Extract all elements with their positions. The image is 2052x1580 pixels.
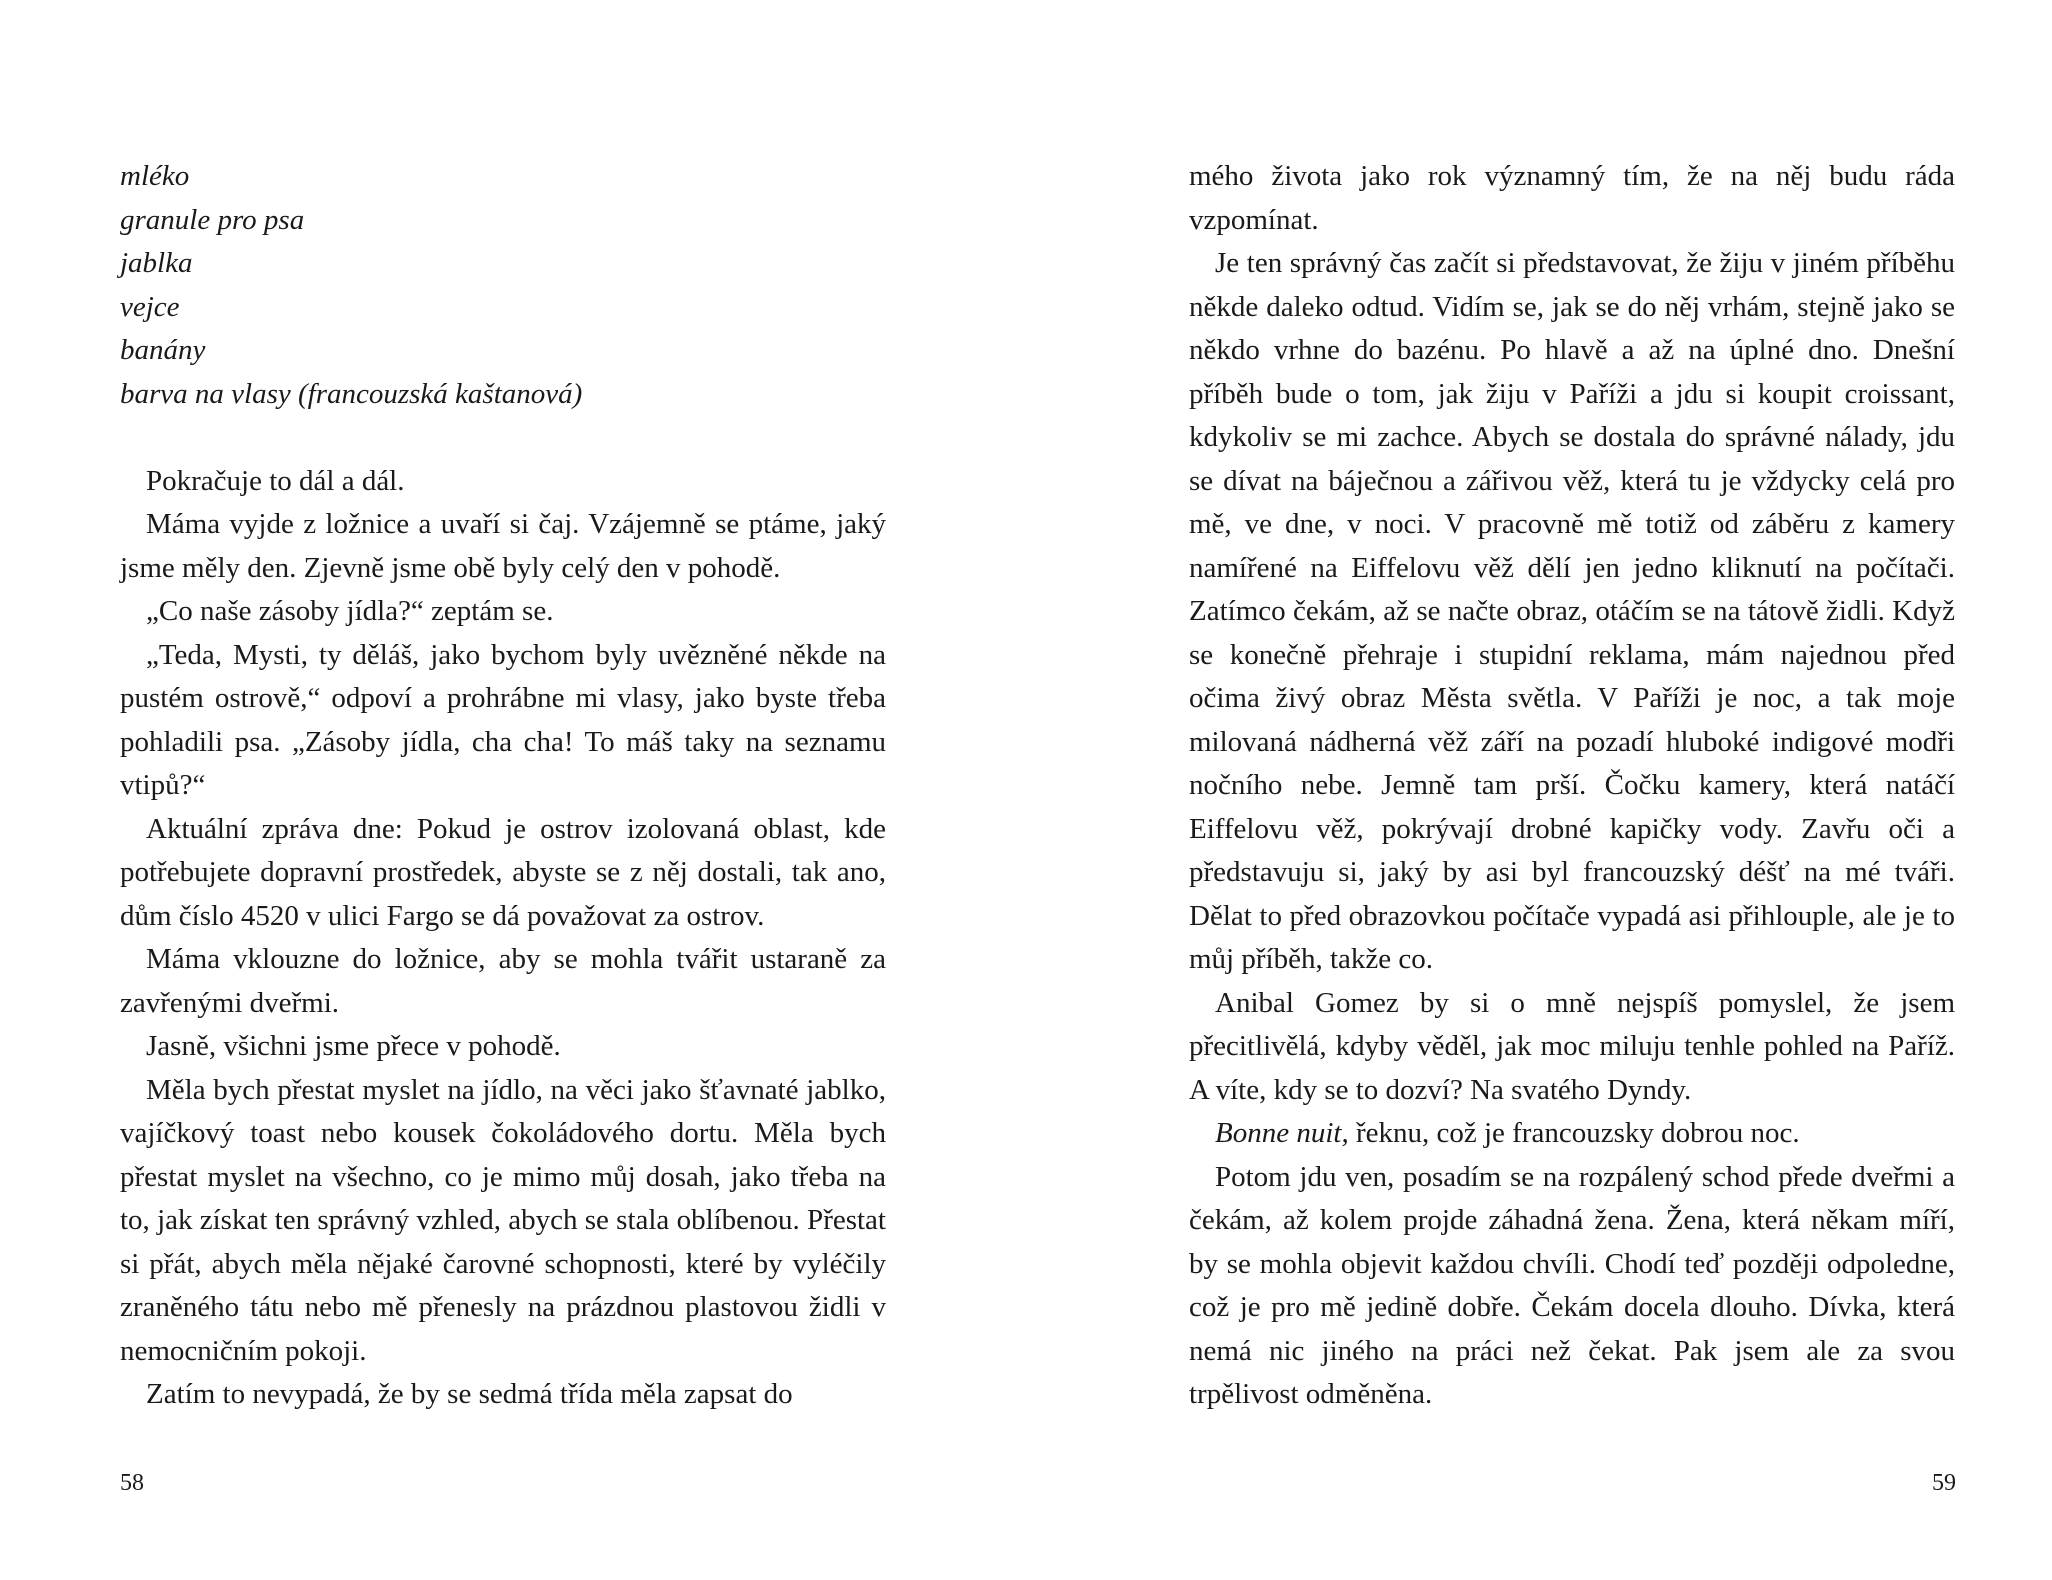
paragraph: Pokračuje to dál a dál. [146,464,405,497]
paragraph: Aktuální zpráva dne: Pokud je ostrov izolovaná oblast, kde potřebujete dopravní prostředek, abyste se z něj dostali, tak ano, dům číslo 4520 v ulici Fargo se dá považovat za ostrov. [120,812,886,932]
paragraph: Jasně, všichni jsme přece v pohodě. [146,1030,561,1062]
right-page [1026,0,2052,1580]
paragraph: Máma vyjde z ložnice a uvaří si čaj. Vzájemně se ptáme, jaký jsme měly den. Zjevně jsme obě byly celý den v pohodě. [120,508,886,584]
list-item: barva na vlasy (francouzská kaštanová) [120,377,583,410]
list-item: jablka [120,247,193,279]
paragraph: Potom jdu ven, posadím se na rozpálený schod přede dveřmi a čekám, až kolem projde záhadná žena. Žena, která někam míří, by se mohla objevit každou chvíli. Chodí teď později odpoledne, což je pro mě jedině dobře. Čekám docela dlouho. Dívka, která nemá nic jiného na práci než čekat. Pak jsem ale za svou trpělivost odměněna. [1189,1160,1955,1410]
paragraph: Je ten správný čas začít si představovat, že žiju v jiném příběhu někde daleko odtud. Vidím se, jak se do něj vrhám, stejně jako se někdo vrhne do bazénu. Po hlavě a až na úplné dno. Dnešní příběh bude o tom, jak žiju v Paříži a jdu si koupit croissant, kdykoliv se mi zachce. Abych se dostala do správné nálady, jdu se dívat na báječnou a zářivou věž, která tu je vždycky celá pro mě, ve dne, v noci. V pracovně mě totiž od záběru z kamery namířené na Eiffelovu věž dělí jen jedno kliknutí na počítači. Zatímco čekám, až se načte obraz, otáčím se na tátově židli. Když se konečně přehraje i stupidní reklama, mám najednou před očima živý obraz Města světla. V Paříži je noc, a tak moje milovaná nádherná věž září na pozadí hluboké indigové modři nočního nebe. Jemně tam prší. Čočku kamery, která natáčí Eiffelovu věž, pokrývají drobné kapičky vody. Zavřu oči a představuju si, jaký by asi byl francouzský déšť na mé tváři. Dělat to před obrazovkou počítače vypadá asi přihlouple, ale je to můj příběh, takže co. [1189,247,1955,975]
right-page-text [1189,155,1955,1417]
french-phrase: Bonne nuit, [1215,1117,1349,1149]
page-number: 58 [120,1470,144,1496]
list-item: granule pro psa [120,203,305,236]
left-page-text [120,155,886,1417]
paragraph-continuation: mého života jako rok významný tím, že na něj budu ráda vzpomínat. [1189,160,1955,236]
paragraph: Máma vklouzne do ložnice, aby se mohla tvářit ustaraně za zavřenými dveřmi. [120,943,886,1019]
list-item: banány [120,334,206,366]
paragraph: „Co naše zásoby jídla?“ zeptám se. [146,595,554,627]
page-number: 59 [1932,1470,1956,1496]
list-item: mléko [120,160,190,192]
paragraph: Zatím to nevypadá, že by se sedmá třída měla zapsat do [146,1378,793,1410]
paragraph: „Teda, Mysti, ty děláš, jako bychom byly uvězněné někde na pustém ostrově,“ odpoví a prohrábne mi vlasy, jako byste třeba pohladili psa. „Zásoby jídla, cha cha! To máš taky na seznamu vtipů?“ [120,638,886,801]
paragraph-bonne-nuit [1189,1112,1955,1156]
paragraph: Měla bych přestat myslet na jídlo, na věci jako šťavnaté jablko, vajíčkový toast nebo kousek čokoládového dortu. Měla bych přestat myslet na všechno, co je mimo můj dosah, jako třeba na to, jak získat ten správný vzhled, abych se stala oblíbenou. Přestat si přát, abych měla nějaké čarovné schopnosti, které by vyléčily zraněného tátu nebo mě přenesly na prázdnou plastovou židli v nemocničním pokoji. [120,1073,886,1367]
shopping-list [120,155,886,416]
paragraph: Anibal Gomez by si o mně nejspíš pomyslel, že jsem přecitlivělá, kdyby věděl, jak moc miluju tenhle pohled na Paříž. A víte, kdy se to dozví? Na svatého Dyndy. [1189,986,1955,1106]
list-item: vejce [120,290,180,323]
paragraph-text: řeknu, což je francouzsky dobrou noc. [1348,1117,1800,1149]
